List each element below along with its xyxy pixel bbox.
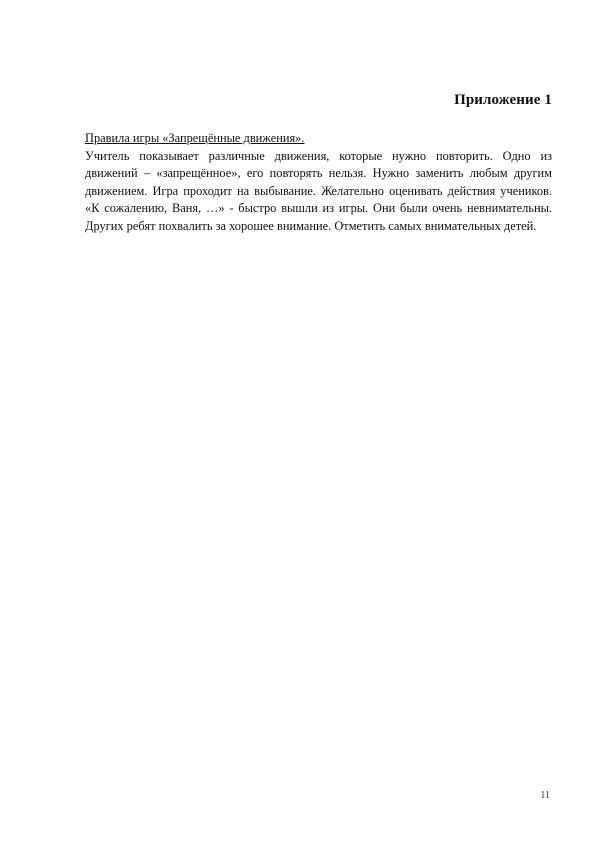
document-content [85, 130, 552, 235]
page-number: 11 [540, 790, 550, 801]
rules-body: Учитель показывает различные движения, которые нужно повторить. Одно из движений – «запрещённое», его повторять нельзя. Нужно заменить любым другим движением. Игра проходит на выбывание. Желательно оценивать действия учеников. «К сожалению, Ваня, …» - быстро вышли из игры. Они были очень невнимательны. Других ребят похвалить за хорошее внимание. Отметить самых внимательных детей. [85, 148, 552, 233]
appendix-heading: Приложение 1 [454, 92, 552, 108]
rules-title: Правила игры «Запрещённые движения». [85, 131, 305, 145]
